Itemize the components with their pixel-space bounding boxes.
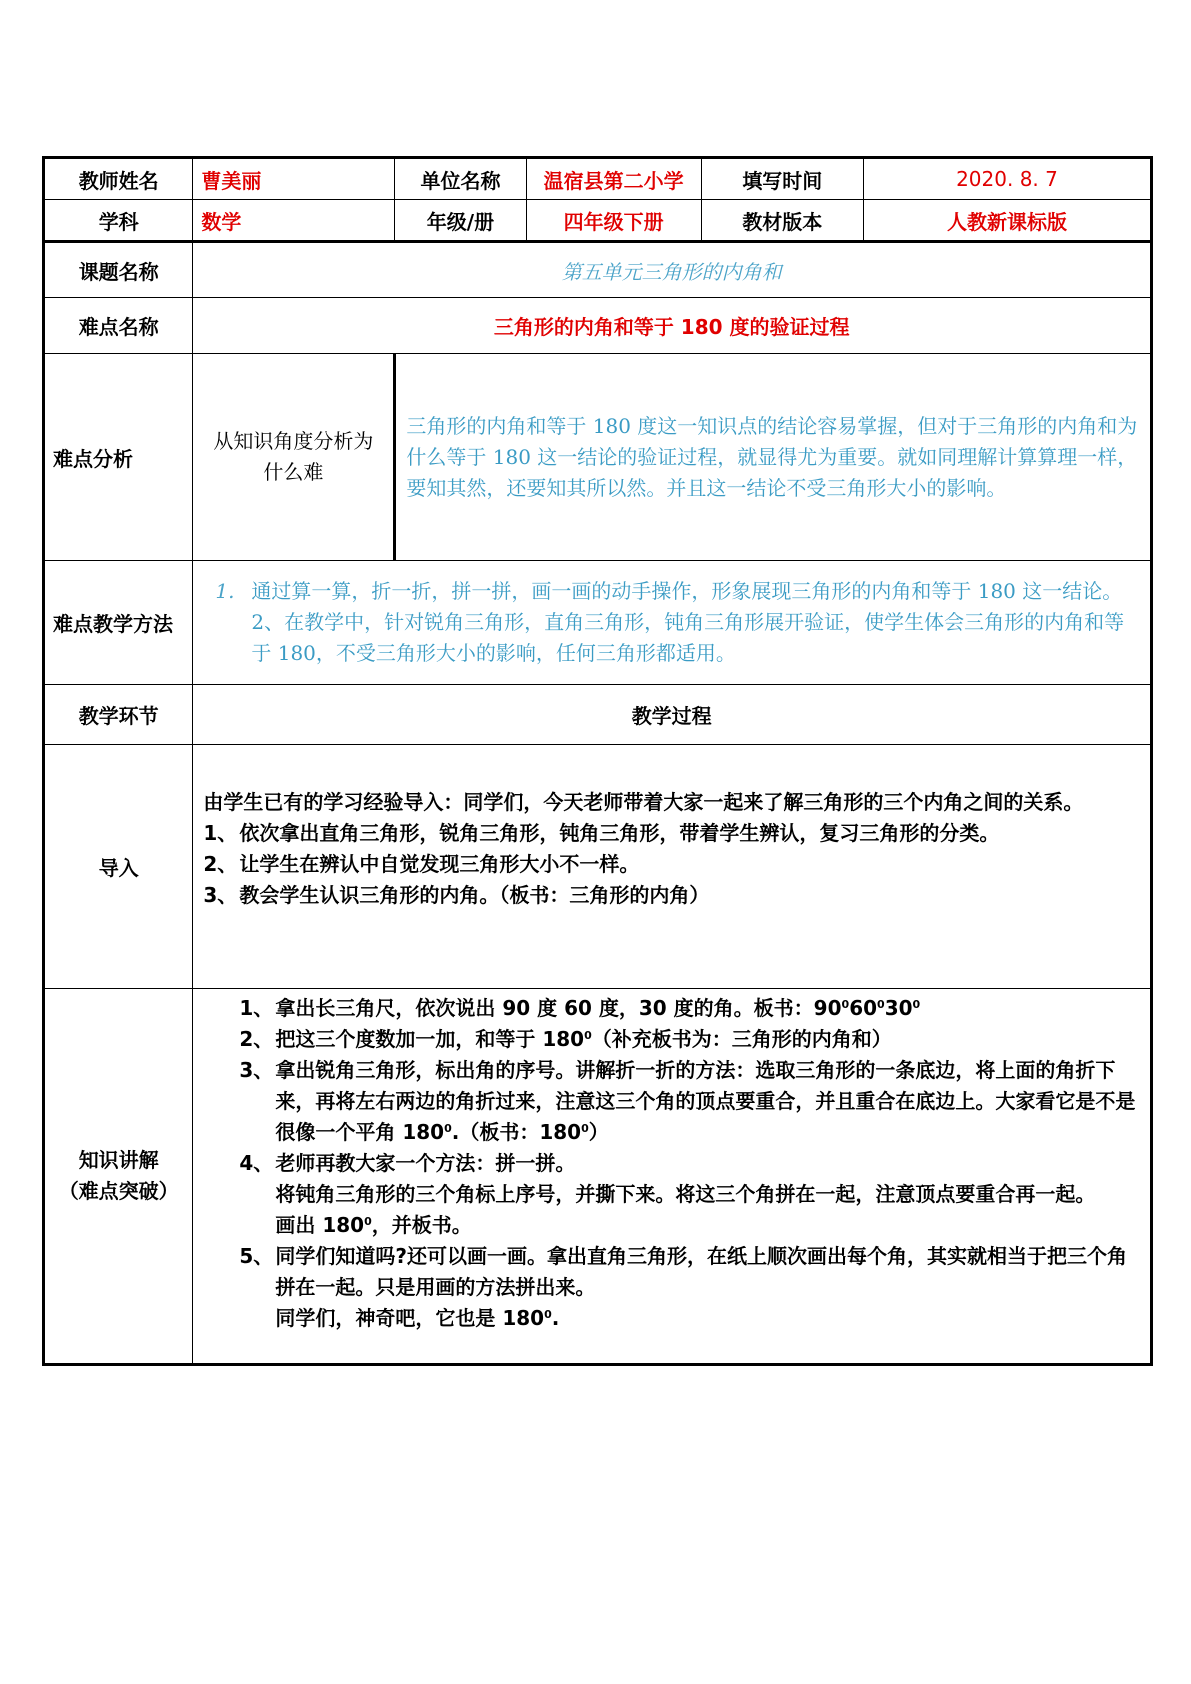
analysis-text-cell: [395, 354, 1152, 561]
date-label: 填写时间: [701, 158, 863, 200]
knowledge-row: [44, 989, 1152, 1365]
item4-sub2-b: ，并板书。: [371, 1213, 472, 1237]
topic-row: [44, 242, 1152, 298]
process-header-value: 教学过程: [193, 685, 1152, 745]
intro-label: 导入: [44, 745, 193, 989]
knowledge-item-number: 4、: [239, 1151, 274, 1175]
process-header-label: 教学环节: [44, 685, 193, 745]
degree-mark: 0: [544, 1308, 552, 1321]
degree-mark: 0: [877, 998, 885, 1011]
knowledge-item-5: [239, 1241, 1140, 1334]
analysis-text: 三角形的内角和等于 180 度这一知识点的结论容易掌握，但对于三角形的内角和为什么等于 180 这一结论的验证过程，就显得尤为重要。就如同理解计算算理一样，要知其然，还要知其所以然。并且这一结论不受三角形大小的影响。: [406, 413, 1138, 500]
knowledge-item-number: 3、: [239, 1058, 274, 1082]
difficulty-value: 三角形的内角和等于 180 度的验证过程: [193, 298, 1152, 354]
knowledge-item-number: 1、: [239, 996, 274, 1020]
item5-text: 同学们知道吗?还可以画一画。拿出直角三角形，在纸上顺次画出每个角，其实就相当于把三个角拼在一起。只是用画的方法拼出来。: [275, 1244, 1127, 1299]
intro-item: [203, 849, 1140, 880]
degree-mark: 0: [584, 1029, 592, 1042]
knowledge-item-1: [239, 993, 1140, 1024]
knowledge-label-line2: （难点突破）: [58, 1179, 179, 1203]
item1-mid2: 30: [884, 996, 913, 1020]
item5-sub-a: 同学们，神奇吧，它也是 180: [275, 1306, 545, 1330]
degree-mark: 0: [364, 1215, 372, 1228]
topic-value: 第五单元三角形的内角和: [193, 242, 1152, 298]
intro-row: [44, 745, 1152, 989]
header-row-1: [44, 158, 1152, 200]
intro-lead: 由学生已有的学习经验导入：同学们，今天老师带着大家一起来了解三角形的三个内角之间的关系。: [203, 790, 1084, 814]
knowledge-item-text: [275, 1241, 1140, 1334]
method-item: [203, 576, 1140, 669]
topic-label: 课题名称: [44, 242, 193, 298]
knowledge-label: [44, 989, 193, 1365]
unit-value: 温宿县第二小学: [526, 158, 701, 200]
intro-item-number: 2、: [203, 852, 238, 876]
knowledge-item-number: 2、: [239, 1027, 274, 1051]
difficulty-row: [44, 298, 1152, 354]
knowledge-cell: [193, 989, 1152, 1365]
intro-item: [203, 818, 1140, 849]
method-row: [44, 561, 1152, 685]
item4-sub1: 将钝角三角形的三个角标上序号，并撕下来。将这三个角拼在一起，注意顶点要重合再一起。: [275, 1182, 1096, 1206]
form-table: [42, 156, 1153, 1366]
item5-sub-b: .: [551, 1306, 560, 1330]
item2-text-a: 把这三个度数加一加，和等于 180: [275, 1027, 585, 1051]
item1-mid1: 60: [849, 996, 878, 1020]
intro-item-number: 1、: [203, 821, 238, 845]
date-value: 2020. 8. 7: [863, 158, 1151, 200]
item3-text-c: ）: [588, 1120, 609, 1144]
edition-value: 人教新课标版: [863, 200, 1151, 242]
knowledge-item-text: [275, 993, 1140, 1024]
subject-value: 数学: [193, 200, 395, 242]
subject-label: 学科: [44, 200, 193, 242]
item3-text-b: .（板书：180: [451, 1120, 582, 1144]
degree-mark: 0: [841, 998, 850, 1011]
knowledge-item-text: [275, 1024, 1140, 1055]
method-label: 难点教学方法: [44, 561, 193, 685]
knowledge-item-4: [239, 1148, 1140, 1241]
knowledge-label-line1: 知识讲解: [78, 1148, 159, 1172]
edition-label: 教材版本: [701, 200, 863, 242]
degree-mark: 0: [581, 1122, 589, 1135]
item2-text-b: （补充板书为：三角形的内角和）: [591, 1027, 892, 1051]
item3-text-a: 拿出锐角三角形，标出角的序号。讲解折一折的方法：选取三角形的一条底边，将上面的角折下来，再将左右两边的角折过来，注意这三个角的顶点要重合，并且重合在底边上。大家看它是不是很像一个平角 180: [275, 1058, 1136, 1144]
grade-value: 四年级下册: [526, 200, 701, 242]
unit-label: 单位名称: [395, 158, 526, 200]
intro-cell: [193, 745, 1152, 989]
intro-item-text: 教会学生认识三角形的内角。（板书：三角形的内角）: [239, 883, 710, 907]
process-header-row: [44, 685, 1152, 745]
analysis-row: [44, 354, 1152, 561]
method-number: 1.: [215, 579, 235, 603]
analysis-sublabel: 从知识角度分析为什么难: [193, 354, 395, 561]
item4-text: 老师再教大家一个方法：拼一拼。: [275, 1151, 576, 1175]
item1-text: 拿出长三角尺，依次说出 90 度 60 度，30 度的角。板书：90: [275, 996, 842, 1020]
teacher-value: 曹美丽: [193, 158, 395, 200]
method-text: 通过算一算，折一折，拼一拼，画一画的动手操作，形象展现三角形的内角和等于 180 这一结论。2、在教学中，针对锐角三角形，直角三角形，钝角三角形展开验证，使学生体会三角形的内角和等于 180，不受三角形大小的影响，任何三角形都适用。: [251, 579, 1125, 665]
analysis-label: 难点分析: [44, 354, 193, 561]
teacher-label: 教师姓名: [44, 158, 193, 200]
item4-sub2-a: 画出 180: [275, 1213, 365, 1237]
intro-item-number: 3、: [203, 883, 238, 907]
knowledge-item-number: 5、: [239, 1244, 274, 1268]
lesson-form: [42, 156, 1153, 1366]
intro-item-text: 让学生在辨认中自觉发现三角形大小不一样。: [239, 852, 640, 876]
degree-mark: 0: [444, 1122, 452, 1135]
intro-item: [203, 880, 1140, 911]
knowledge-item-2: [239, 1024, 1140, 1055]
knowledge-item-3: [239, 1055, 1140, 1148]
degree-mark: 0: [912, 998, 921, 1011]
difficulty-label: 难点名称: [44, 298, 193, 354]
method-cell: [193, 561, 1152, 685]
knowledge-item-text: [275, 1055, 1140, 1148]
knowledge-item-text: [275, 1148, 1140, 1241]
header-row-2: [44, 200, 1152, 242]
grade-label: 年级/册: [395, 200, 526, 242]
intro-item-text: 依次拿出直角三角形，锐角三角形，钝角三角形，带着学生辨认，复习三角形的分类。: [239, 821, 1000, 845]
